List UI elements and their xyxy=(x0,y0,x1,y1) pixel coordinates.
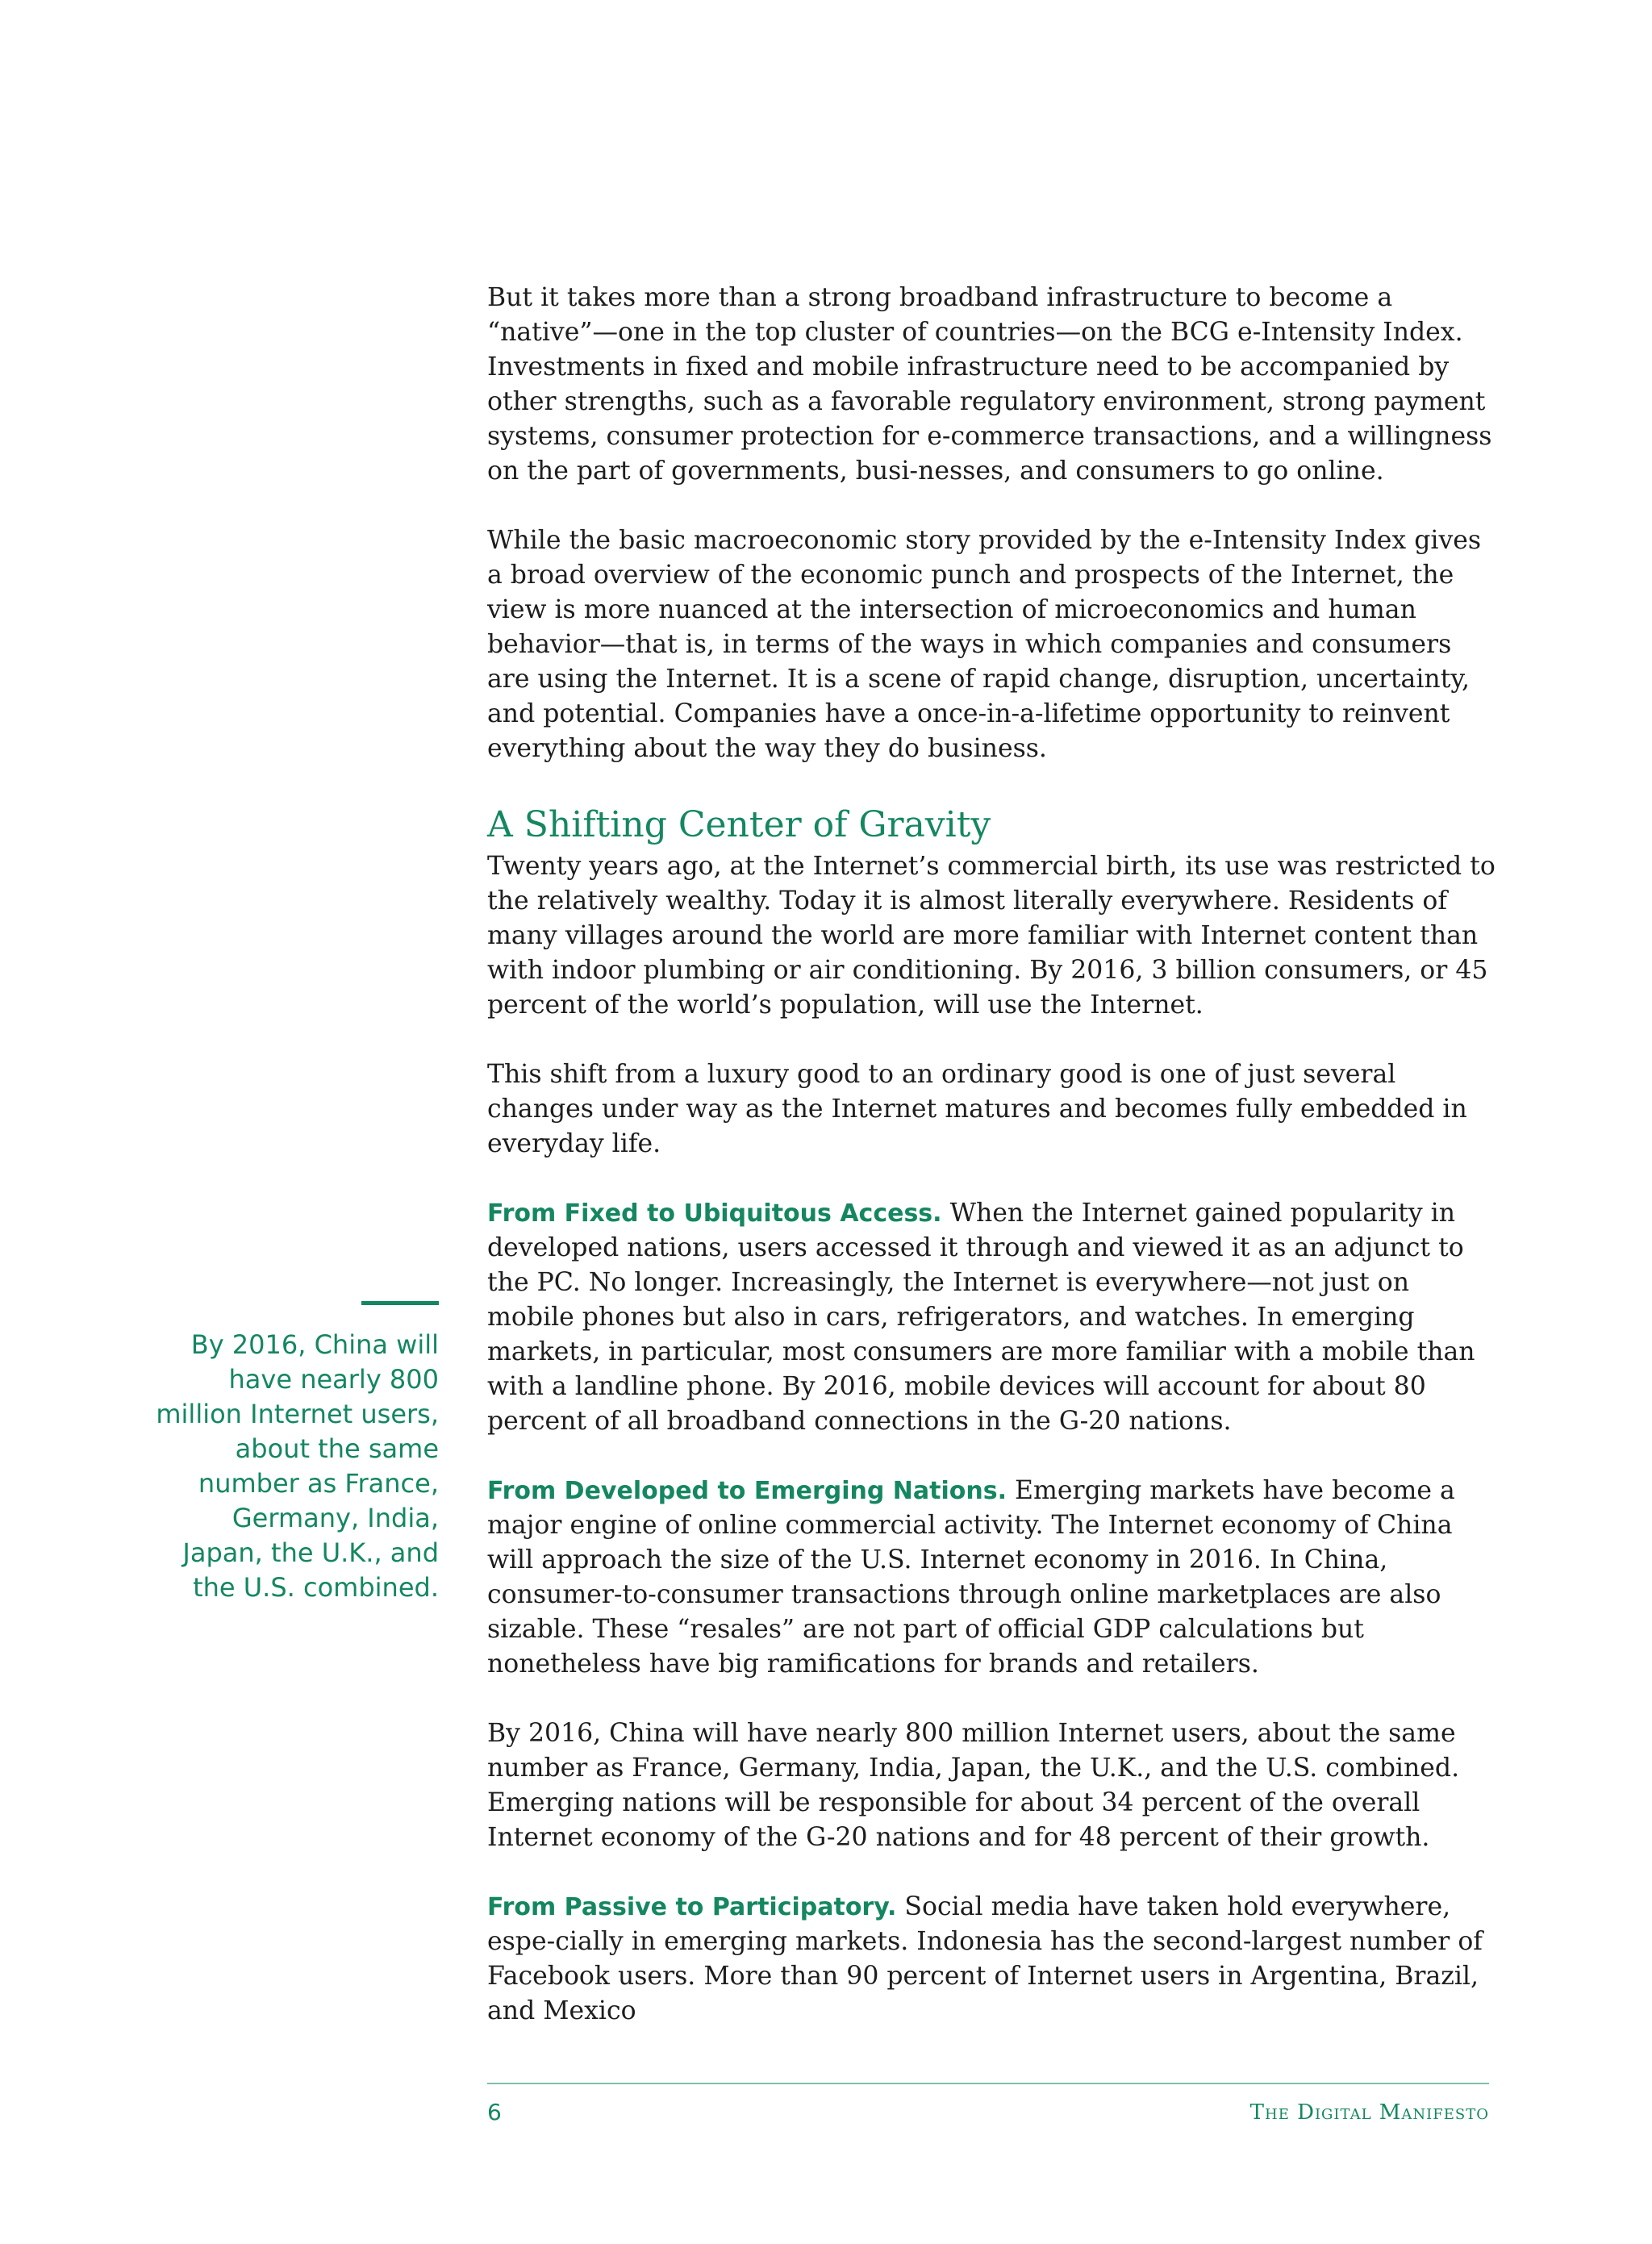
access-runin-heading: From Fixed to Ubiquitous Access. xyxy=(487,1199,942,1228)
intro-paragraph-2: While the basic macroeconomic story provided by the e-Intensity Index gives a broad overview of the economic punch and prospects of the Internet, the view is more nuanced at the intersection of microeconomics and human behavior—that is, in terms of the ways in which companies and consumers are using the Internet. It is a scene of rapid change, disruption, uncertainty, and potential. Companies have a once-in-a-lifetime opportunity to reinvent everything about the way they do business. xyxy=(487,526,1482,763)
page-number: 6 xyxy=(487,2099,502,2125)
emerging-runin-heading: From Developed to Emerging Nations. xyxy=(487,1477,1007,1505)
section-paragraph-1: Twenty years ago, at the Internet’s commercial birth, its use was restricted to the relatively wealthy. Today it is almost literally everywhere. Residents of many villages around the world are more familiar with Internet content than with indoor plumbing or air conditioning. By 2016, 3 billion consumers, or 45 percent of the world’s population, will use the Internet. xyxy=(487,852,1496,1020)
emerging-paragraph xyxy=(487,1474,1496,1682)
pullquote-rule xyxy=(361,1301,439,1305)
participatory-paragraph xyxy=(487,1890,1496,2029)
running-title: The Digital Manifesto xyxy=(1249,2100,1489,2125)
emerging-paragraph-text: Emerging markets have become a major engine of online commercial activity. The Internet economy of China will approach the size of the U.S. Internet economy in 2016. In China, consumer-to-consumer transactions through online marketplaces are also sizable. These “resales” are not part of official GDP calculations but nonetheless have big ramifications for brands and retailers. xyxy=(487,1476,1455,1679)
section-paragraph-2: This shift from a luxury good to an ordinary good is one of just several changes under way as the Internet matures and becomes fully embedded in everyday life. xyxy=(487,1060,1467,1158)
access-paragraph xyxy=(487,1196,1496,1439)
china-paragraph: By 2016, China will have nearly 800 million Internet users, about the same number as France, Germany, India, Japan, the U.K., and the U.S. combined. Emerging nations will be responsible for about 34 percent of the overall Internet economy of the G-20 nations and for 48 percent of their growth. xyxy=(487,1719,1460,1852)
intro-paragraph-1: But it takes more than a strong broadband infrastructure to become a “native”—one in the top cluster of countries—on the BCG e-Intensity Index. Investments in fixed and mobile infrastructure need to be accompanied by other strengths, such as a favorable regulatory environment, strong payment systems, consumer protection for e-commerce transactions, and a willingness on the part of governments, busi-nesses, and consumers to go online. xyxy=(487,283,1492,486)
footer-divider xyxy=(487,2083,1489,2084)
body-column xyxy=(487,281,1496,2029)
pullquote: By 2016, China will have nearly 800 million Internet users, about the same number as France, Germany, India, Japan, the U.K., and the U.S. combined. xyxy=(156,1329,439,1603)
participatory-paragraph-text: Social media have taken hold everywhere, espe-cially in emerging markets. Indonesia has the second-largest number of Facebook users. More than 90 percent of Internet users in Argentina, Brazil, and Mexico xyxy=(487,1892,1483,2025)
section-heading: A Shifting Center of Gravity xyxy=(487,804,991,845)
access-paragraph-text: When the Internet gained popularity in developed nations, users accessed it through and viewed it as an adjunct to the PC. No longer. Increasingly, the Internet is everywhere—not just on mobile phones but also in cars, refrigerators, and watches. In emerging markets, in particular, most consumers are more familiar with a mobile than with a landline phone. By 2016, mobile devices will account for about 80 percent of all broadband connections in the G-20 nations. xyxy=(487,1199,1475,1436)
participatory-runin-heading: From Passive to Participatory. xyxy=(487,1893,897,1921)
